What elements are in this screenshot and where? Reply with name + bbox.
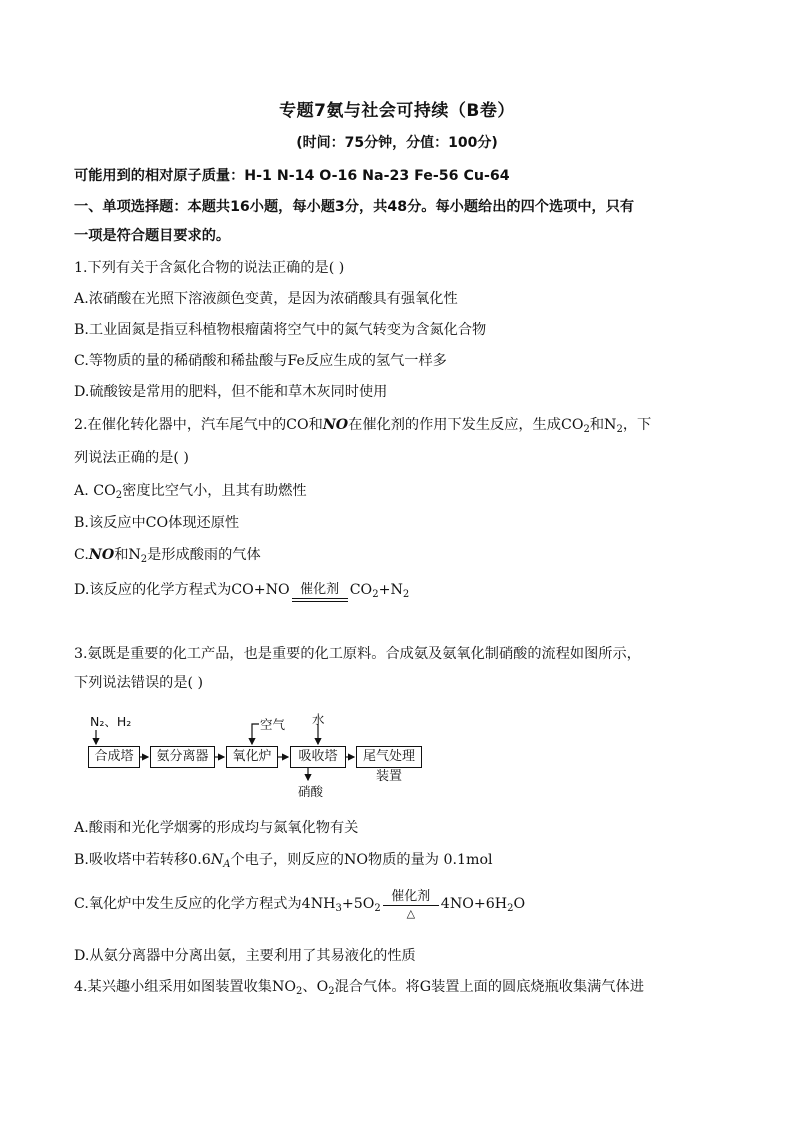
ammonia-separator-box: 氨分离器 [150, 746, 215, 768]
atomic-masses: 可能用到的相对原子质量：H-1 N-14 O-16 Na-23 Fe-56 Cu-64 [74, 168, 510, 184]
q2-option-c: C.NO和$N_2$是形成酸雨的气体 [74, 547, 261, 565]
q3-option-d: D.从氨分离器中分离出氨，主要利用了其易液化的性质 [74, 948, 416, 964]
page-title: 专题7氨与社会可持续（B卷） [279, 101, 515, 121]
q1-option-a: A.浓硝酸在光照下溶液颜色变黄，是因为浓硝酸具有强氧化性 [74, 291, 458, 307]
section-heading-line1: 一、单项选择题：本题共16小题，每小题3分，共48分。每小题给出的四个选项中，只有 [74, 199, 635, 215]
oxidation-furnace-box: 氧化炉 [226, 746, 278, 768]
catalyst-condition: 催化剂 [292, 582, 348, 608]
q3-stem-line2: 下列说法错误的是( ) [74, 675, 204, 691]
air-label: 空气 [260, 717, 286, 732]
absorption-tower-box: 吸收塔 [290, 746, 346, 768]
input-label: N₂、H₂ [90, 714, 132, 729]
q2-option-b: B.该反应中CO体现还原性 [74, 515, 240, 531]
exam-info: (时间：75分钟，分值：100分) [296, 135, 498, 151]
catalyst-heat-condition: 催化剂 △ [383, 889, 439, 920]
q1-option-d: D.硫酸铵是常用的肥料，但不能和草木灰同时使用 [74, 384, 388, 400]
q2-stem-line2: 列说法正确的是( ) [74, 450, 189, 466]
q1-option-b: B.工业固氮是指豆科植物根瘤菌将空气中的氮气转变为含氮化合物 [74, 322, 487, 338]
q2-option-d: D.该反应的化学方程式为CO+NO 催化剂 $CO_2+N_2$ [74, 577, 724, 608]
q3-option-a: A.酸雨和光化学烟雾的形成均与氮氧化物有关 [74, 820, 359, 836]
q3-option-b: B.吸收塔中若转移$0.6N_A$个电子，则反应的NO物质的量为 0.1mol [74, 852, 493, 870]
q3-stem-line1: 3.氨既是重要的化工产品，也是重要的化工原料。合成氨及氨氧化制硝酸的流程如图所示， [74, 646, 641, 662]
reaction-line [383, 905, 439, 906]
q1-option-c: C.等物质的量的稀硝酸和稀盐酸与Fe反应生成的氢气一样多 [74, 353, 447, 369]
nitric-acid-label: 硝酸 [298, 784, 324, 799]
no-formula: NO [322, 417, 349, 433]
q3-option-c: C.氧化炉中发生反应的化学方程式为$4NH_3+5O_2$ 催化剂 △ $4NO+6H_2O$ [74, 888, 526, 920]
water-label: 水 [312, 712, 325, 727]
q1-stem: 1.下列有关于含氮化合物的说法正确的是( ) [74, 260, 345, 276]
synthesis-tower-box: 合成塔 [88, 746, 140, 768]
q2-stem-line1: 2.在催化转化器中，汽车尾气中的CO和NO在催化剂的作用下发生反应，生成$CO_2$和$N_2$，下 [74, 417, 652, 435]
process-flow-diagram [84, 710, 434, 800]
q4-stem: 4.某兴趣小组采用如图装置收集$NO_2$、$O_2$混合气体。将G装置上面的圆底烧瓶收集满气体进 [74, 979, 644, 997]
section-heading-line2: 一项是符合题目要求的。 [74, 228, 231, 244]
equals-sign [292, 598, 348, 602]
tail-gas-treatment-box: 尾气处理装置 [356, 746, 422, 768]
q2-option-a: A. $CO_2$密度比空气小，且其有助燃性 [74, 483, 307, 501]
